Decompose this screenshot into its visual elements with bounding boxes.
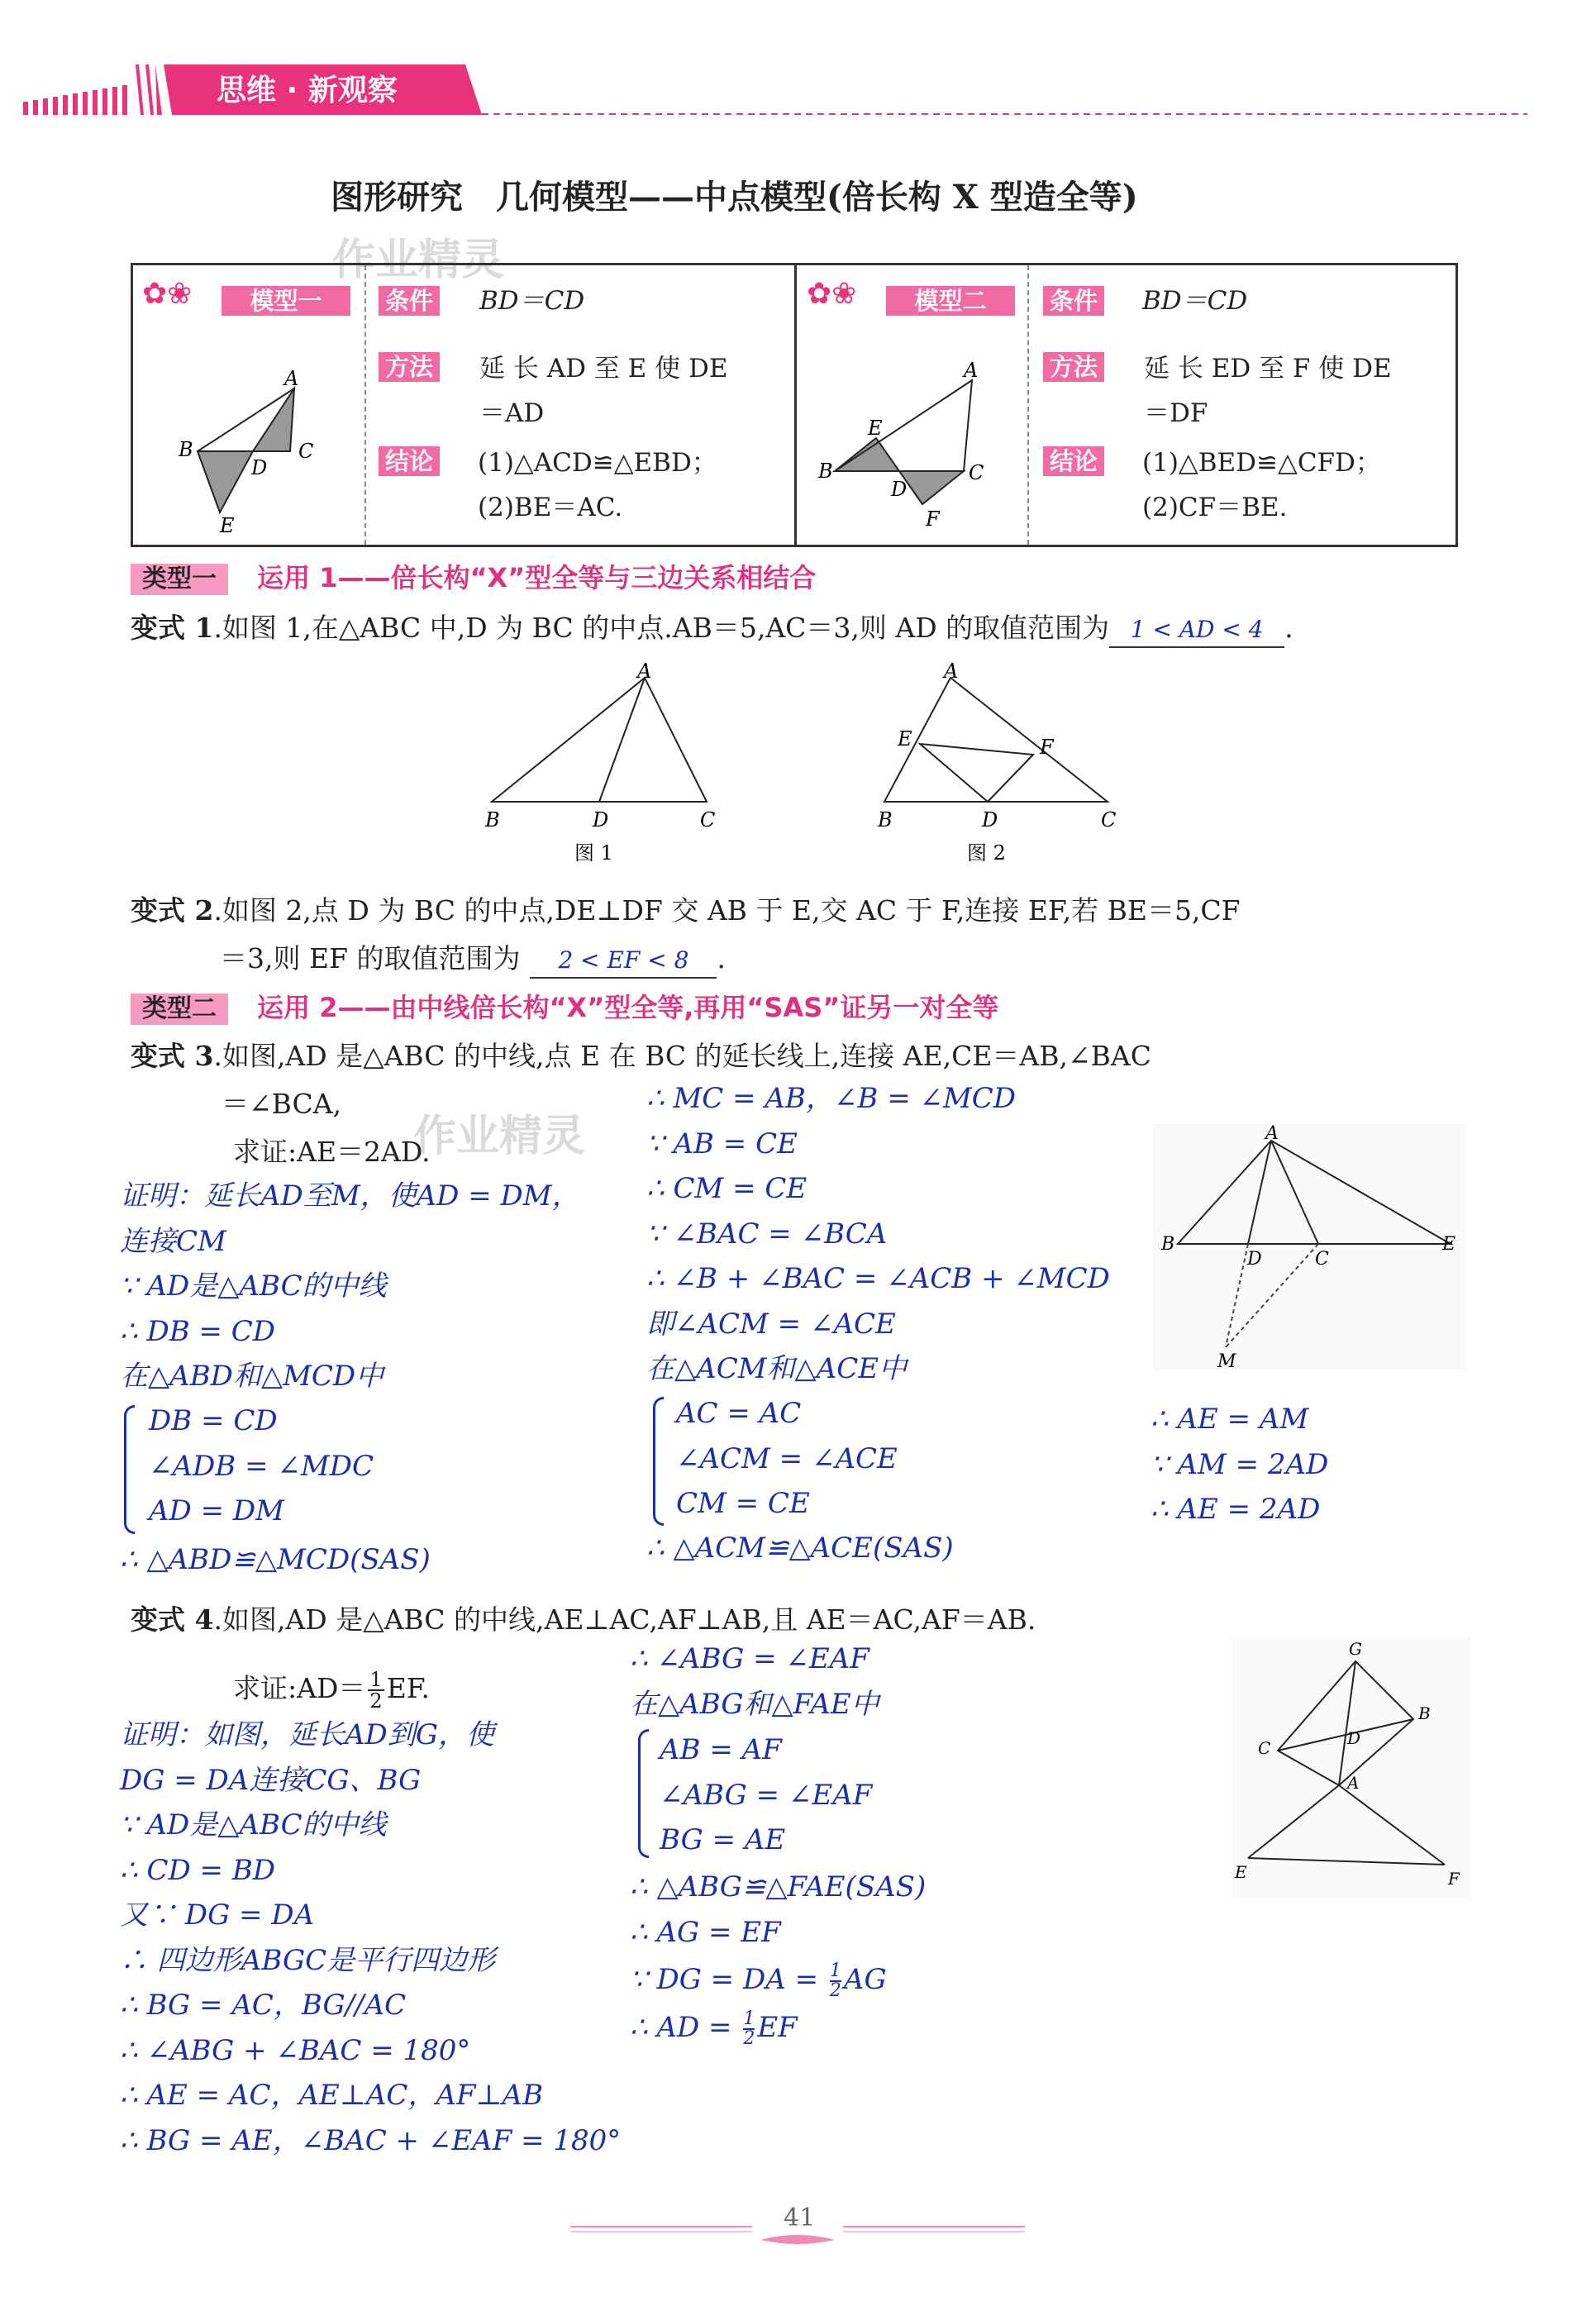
ex3-col2-line: ∵ ∠BAC = ∠BCA — [646, 1217, 888, 1251]
model2-label-a: A — [964, 359, 979, 382]
figure1-label-c: C — [700, 808, 716, 831]
ex3-col2-brace-line: CM = CE — [676, 1487, 810, 1520]
exercise3-line1 — [131, 1040, 1151, 1073]
ex4-col1-line: 证明：如图，延长AD到G，使 — [120, 1718, 494, 1751]
page-title: 图形研究 几何模型——中点模型(倍长构 X 型造全等) — [331, 178, 1138, 217]
figure2-caption: 图 2 — [967, 841, 1006, 865]
exercise2-line2 — [220, 942, 726, 979]
figure1-label-a: A — [637, 661, 652, 683]
ex4-prove-pre: 求证:AD＝ — [233, 1672, 366, 1704]
exercise3-prove: 求证:AE＝2AD. — [233, 1136, 431, 1168]
ex4-ad-line — [630, 2005, 798, 2051]
ex4-col2-brace-line: BG = AE — [660, 1823, 786, 1856]
ex4-col1-line: DG = DA连接CG、BG — [120, 1763, 422, 1797]
exercise2-end: . — [717, 942, 726, 974]
ex3-col1-brace-lines — [149, 1398, 374, 1534]
figure2-label-a: A — [944, 661, 959, 683]
figure2-quad — [920, 744, 1033, 802]
header-section-label: 思维 · 新观察 — [217, 74, 398, 107]
ex4-dg-fraction — [830, 1962, 841, 2000]
figure2-label-d: D — [982, 808, 998, 831]
model1-method-label: 方法 — [379, 352, 440, 382]
ex3-col2-line: ∴ CM = CE — [646, 1172, 808, 1205]
ex4-col1-line: ∴ CD = BD — [120, 1853, 276, 1887]
model1-figure — [170, 355, 336, 537]
ex4-prove-fraction — [368, 1670, 384, 1711]
ex4-fig-label-e: E — [1235, 1862, 1247, 1882]
exercise4-figure — [1232, 1637, 1471, 1901]
type2-header — [131, 992, 998, 1025]
ex4-col2-brace-line: ∠ABG = ∠EAF — [660, 1778, 873, 1812]
ex4-col2-after-line: ∴ AG = EF — [630, 1915, 781, 1949]
watermark-2: 作业精灵 — [413, 1112, 586, 1161]
ex4-ad-fraction — [743, 2010, 755, 2048]
ex4-prove-frac-num: 1 — [369, 1668, 383, 1691]
ex3-col3-line: ∴ AE = AM — [1151, 1403, 1309, 1436]
ex4-ad-frac-num: 1 — [743, 2008, 755, 2029]
model2-condition-label: 条件 — [1043, 286, 1104, 316]
figure1-label-d: D — [593, 808, 609, 831]
type1-header — [131, 562, 816, 595]
ex4-dg-post: AG — [843, 1963, 887, 1996]
ex4-col2-brace — [638, 1729, 649, 1858]
exercise2-text2: ＝3,则 EF 的取值范围为 — [220, 942, 521, 974]
model1-condition: BD＝CD — [479, 286, 585, 316]
model1-shade-bottom — [198, 451, 253, 512]
ex3-col1-line: ∵ AD是△ABC的中线 — [120, 1270, 387, 1303]
exercise1 — [131, 612, 1293, 648]
ex3-col1-end: ∴ △ABD≌△MCD(SAS) — [120, 1543, 431, 1576]
model2-condition: BD＝CD — [1142, 286, 1248, 316]
model1-conclusion-line1: (1)△ACD≌△EBD； — [478, 448, 717, 478]
ex4-col2-after — [630, 1865, 926, 1955]
exercise3-label: 变式 3 — [131, 1040, 214, 1072]
ex4-col1-line: ∴ AE = AC，AE⊥AC，AF⊥AB — [120, 2079, 544, 2112]
model1-method-line2: ＝AD — [479, 398, 545, 428]
exercise2-line1 — [131, 894, 1241, 927]
exercise4-label: 变式 4 — [131, 1603, 214, 1636]
figure2-label-b: B — [878, 808, 893, 831]
ex3-col2-brace-line: ∠ACM = ∠ACE — [676, 1441, 898, 1475]
model2-conclusion-line2: (2)CF＝BE. — [1142, 493, 1288, 522]
exercise1-label: 变式 1 — [131, 612, 214, 644]
ex3-fig-label-c: C — [1315, 1249, 1329, 1270]
ex3-proof-col2 — [646, 1076, 1110, 1392]
figure1-triangle — [492, 678, 707, 802]
ex3-col2-brace — [653, 1397, 664, 1526]
model1-shade-top — [253, 388, 294, 451]
exercise1-text: .如图 1,在△ABC 中,D 为 BC 的中点.AB＝5,AC＝3,则 AD 的取值范围为 — [213, 612, 1110, 644]
ex3-fig-label-e: E — [1442, 1234, 1456, 1255]
model2-label-d: D — [891, 478, 908, 501]
model2-shade-right — [899, 471, 964, 504]
model2-method-label: 方法 — [1043, 352, 1104, 382]
model2-label-c: C — [969, 461, 984, 484]
ex3-col2-line: ∵ AB = CE — [646, 1127, 798, 1160]
figure2-label-e: E — [898, 727, 912, 750]
ex4-dg-pre: ∵ DG = DA = — [630, 1963, 827, 1996]
model1-label-e: E — [220, 514, 235, 537]
ex4-fig-label-g: G — [1349, 1639, 1362, 1659]
model2-method-line2: ＝DF — [1144, 398, 1208, 428]
model2-flower-icon: ✿❀ — [807, 277, 857, 311]
ex4-col1-line: ∴ BG = AE，∠BAC + ∠EAF = 180° — [120, 2123, 622, 2157]
exercise2-label: 变式 2 — [131, 894, 214, 927]
model2-figure — [810, 355, 1017, 537]
figure2-label-f: F — [1040, 736, 1054, 759]
page-number: 41 — [784, 2204, 816, 2232]
exercise4-text: .如图,AD 是△ABC 的中线,AE⊥AC,AF⊥AB,且 AE＝AC,AF＝AB. — [213, 1603, 1036, 1636]
ex4-col1-line: ∴ ∠ABG + ∠BAC = 180° — [120, 2033, 471, 2067]
ex3-col2-line: 即∠ACM = ∠ACE — [646, 1307, 896, 1341]
exercise4-prove — [233, 1670, 430, 1711]
ex4-ad-frac-den: 2 — [743, 2028, 755, 2049]
model2-label-b: B — [818, 460, 833, 483]
ex4-ad-post: EF — [757, 2011, 798, 2044]
figure1-label-b: B — [485, 808, 500, 831]
ex3-fig-label-b: B — [1161, 1234, 1175, 1255]
model2-name: 模型二 — [886, 286, 1015, 316]
ex4-col1-line: ∵ AD是△ABC的中线 — [120, 1808, 387, 1841]
model1-name: 模型一 — [222, 286, 350, 316]
type1-tag: 类型一 — [131, 564, 228, 595]
ex3-col1-brace-line: AD = DM — [149, 1494, 284, 1527]
exercise3-text: .如图,AD 是△ABC 的中线,点 E 在 BC 的延长线上,连接 AE,CE＝AB,∠BAC — [213, 1040, 1151, 1072]
ex3-col2-line: ∴ MC = AB，∠B = ∠MCD — [646, 1082, 1017, 1115]
figure2-triangle — [884, 678, 1108, 802]
ex3-col1-line: ∴ DB = CD — [120, 1314, 276, 1348]
model1-flower-icon: ✿❀ — [142, 277, 193, 311]
ex3-fig-label-d: D — [1247, 1249, 1262, 1270]
model1-label-c: C — [298, 440, 314, 463]
model2-label-e: E — [868, 417, 883, 440]
ex3-col3-line: ∴ AE = 2AD — [1151, 1493, 1321, 1526]
ex3-col1-line: 证明：延长AD至M，使AD = DM， — [120, 1179, 580, 1213]
model1-condition-label: 条件 — [379, 286, 440, 316]
exercise2-answer: 2 < EF < 8 — [530, 944, 717, 979]
ex4-fig-label-f: F — [1448, 1869, 1460, 1889]
model1-label-a: A — [284, 367, 299, 390]
ex4-col2-after-line: ∴ △ABG≌△FAE(SAS) — [630, 1870, 927, 1903]
type1-title: 运用 1——倍长构“X”型全等与三边关系相结合 — [257, 562, 817, 593]
model1-conclusion-line2: (2)BE＝AC. — [478, 493, 623, 522]
ex4-fig-label-a: A — [1347, 1773, 1360, 1793]
ex4-col2-line: ∴ ∠ABG = ∠EAF — [630, 1642, 869, 1675]
watermark: 作业精灵 — [332, 236, 505, 285]
ex4-col1-line: 又∵ DG = DA — [120, 1899, 315, 1932]
ex3-col1-line: 在△ABD和△MCD中 — [120, 1360, 384, 1393]
figure1-caption: 图 1 — [574, 841, 613, 865]
model2-conclusion-label: 结论 — [1043, 446, 1104, 476]
figure1 — [475, 661, 740, 876]
ex3-fig-label-m: M — [1217, 1351, 1236, 1372]
type2-tag: 类型二 — [131, 993, 228, 1025]
ex4-col1-line: ∴ 四边形ABGC是平行四边形 — [120, 1943, 496, 1977]
figure2 — [868, 661, 1116, 876]
ex4-col2-brace-lines — [660, 1727, 872, 1863]
model1-label-b: B — [179, 438, 193, 461]
exercise3-figure — [1153, 1124, 1467, 1372]
ex4-prove-frac-den: 2 — [369, 1689, 383, 1713]
exercise1-answer: 1 < AD < 4 — [1109, 613, 1284, 648]
ex4-col2-line: 在△ABG和△FAE中 — [630, 1687, 879, 1721]
exercise1-end: . — [1284, 612, 1293, 644]
model1-method-line1: 延 长 AD 至 E 使 DE — [479, 354, 728, 384]
ex3-col2-line: 在△ACM和△ACE中 — [646, 1352, 908, 1385]
model2-shade-left — [835, 438, 899, 471]
exercise2-text: .如图 2,点 D 为 BC 的中点,DE⊥DF 交 AB 于 E,交 AC 于 F,连接 EF,若 BE＝5,CF — [213, 894, 1241, 927]
ex4-col1-line: ∴ BG = AC，BG//AC — [120, 1989, 407, 2022]
ex4-dg-frac-den: 2 — [829, 1980, 841, 2001]
model2-label-f: F — [926, 507, 940, 531]
ex3-col1-line: 连接CM — [120, 1224, 226, 1258]
ex3-proof-col1 — [120, 1174, 580, 1399]
ex3-col1-brace-line: DB = CD — [149, 1404, 278, 1437]
exercise3-line2: ＝∠BCA, — [222, 1088, 342, 1120]
ex4-dg-line — [630, 1957, 887, 2003]
model2-method-line1: 延 长 ED 至 F 使 DE — [1144, 354, 1392, 384]
ex4-col2-brace-line: AB = AF — [660, 1733, 782, 1766]
ex3-proof-col3 — [1151, 1397, 1328, 1532]
ex4-prove-post: EF. — [386, 1672, 431, 1704]
ex4-fig-label-c: C — [1258, 1738, 1271, 1758]
figure2-label-c: C — [1101, 808, 1116, 831]
ex4-fig-label-b: B — [1418, 1703, 1431, 1723]
ex4-dg-frac-num: 1 — [829, 1961, 841, 1981]
ex3-col3-line: ∵ AM = 2AD — [1151, 1447, 1329, 1481]
model1-label-d: D — [251, 456, 268, 479]
ex3-col1-brace-line: ∠ADB = ∠MDC — [149, 1449, 374, 1483]
ex3-col2-end: ∴ △ACM≌△ACE(SAS) — [646, 1532, 954, 1565]
type2-title: 运用 2——由中线倍长构“X”型全等,再用“SAS”证另一对全等 — [257, 992, 999, 1023]
model2-conclusion-line1: (1)△BED≌△CFD； — [1142, 448, 1381, 478]
ex3-col2-brace-lines — [676, 1391, 898, 1527]
ex4-fig-label-d: D — [1347, 1728, 1361, 1748]
ex3-col2-line: ∴ ∠B + ∠BAC = ∠ACB + ∠MCD — [646, 1262, 1110, 1295]
model1-conclusion-label: 结论 — [379, 446, 440, 476]
ex3-col2-brace-line: AC = AC — [676, 1397, 802, 1430]
exercise4-line1 — [131, 1603, 1036, 1637]
ex3-fig-label-a: A — [1265, 1124, 1279, 1144]
model2-triangle — [835, 380, 972, 471]
ex3-col1-brace — [124, 1405, 135, 1534]
ex4-ad-pre: ∴ AD = — [630, 2011, 741, 2044]
ex4-proof-col1 — [120, 1713, 621, 2163]
ex4-proof-col2 — [630, 1637, 879, 1727]
